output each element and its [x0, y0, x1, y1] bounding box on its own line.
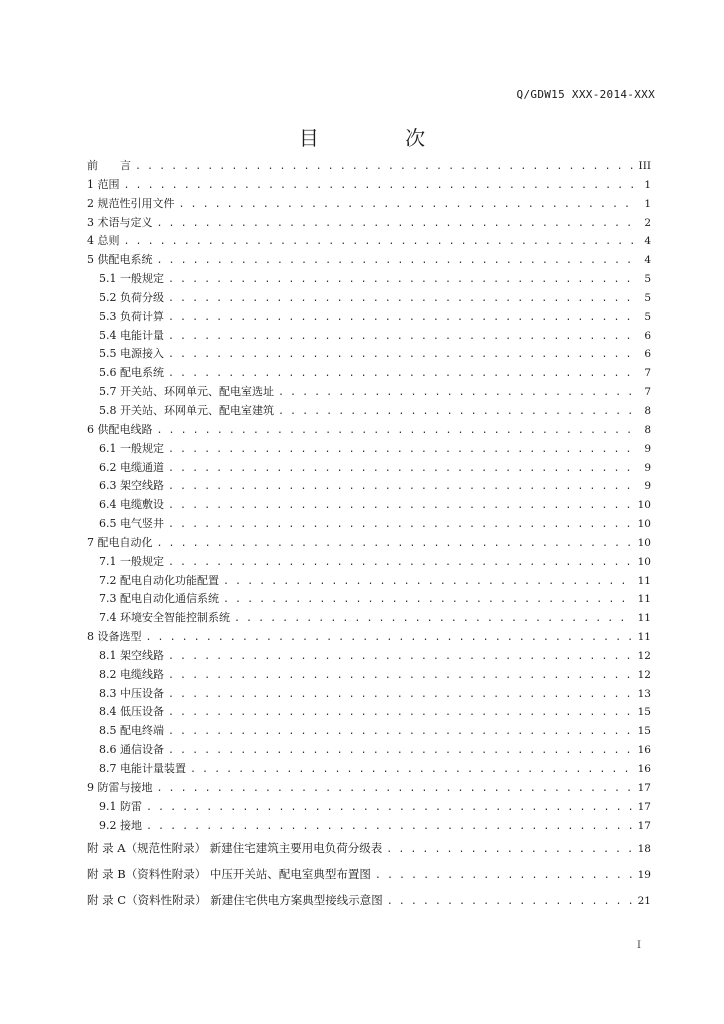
toc-leader-dots — [135, 158, 633, 176]
toc-entry-page: 12 — [637, 649, 651, 662]
toc-leader-dots — [168, 497, 633, 515]
toc-leader-dots — [146, 818, 633, 836]
toc-entry-label: 7 配电自动化 — [87, 535, 153, 549]
toc-entry[interactable] — [87, 741, 651, 760]
toc-leader-dots — [124, 233, 634, 251]
toc-entry-page: 13 — [637, 687, 651, 700]
toc-leader-dots — [168, 460, 633, 478]
toc-entry-label: 6.2 电缆通道 — [99, 460, 164, 474]
toc-leader-dots — [223, 591, 633, 609]
toc-entry-page: 9 — [644, 442, 651, 455]
toc-entry[interactable] — [87, 703, 651, 722]
toc-entry-label: 9.2 接地 — [99, 818, 142, 832]
toc-leader-dots — [168, 478, 633, 496]
toc-entry-page: 12 — [637, 668, 651, 681]
toc-entry-page: 7 — [644, 367, 651, 380]
toc-entry-label: 8.6 通信设备 — [99, 743, 164, 757]
toc-entry[interactable] — [87, 534, 651, 553]
toc-entry-page: 9 — [644, 461, 651, 474]
toc-leader-dots — [146, 629, 634, 647]
toc-entry[interactable] — [87, 817, 651, 836]
toc-entry[interactable] — [87, 214, 651, 233]
toc-leader-dots — [168, 704, 633, 722]
toc-leader-dots — [278, 384, 633, 402]
toc-entry[interactable] — [87, 459, 651, 478]
toc-entry[interactable] — [87, 176, 651, 195]
page-title: 目 次 — [298, 126, 466, 150]
toc-leader-dots — [375, 863, 633, 887]
toc-entry-label: 前 言 — [87, 159, 131, 172]
toc-entry-label: 附 录 C（资料性附录） 新建住宅供电方案典型接线示意图 — [87, 893, 383, 908]
toc-entry-page: 16 — [637, 763, 651, 775]
toc-leader-dots — [168, 328, 633, 346]
toc-entry[interactable] — [87, 647, 651, 666]
toc-leader-dots — [278, 403, 633, 421]
toc-entry-page: 5 — [644, 310, 651, 323]
toc-entry[interactable] — [87, 779, 651, 798]
toc-entry-page: 2 — [644, 216, 651, 229]
toc-entry-label: 7.3 配电自动化通信系统 — [99, 592, 219, 606]
toc-entry[interactable] — [87, 496, 651, 515]
toc-entry-page: 9 — [644, 480, 651, 493]
toc-entry-page: 17 — [637, 819, 651, 832]
toc-entry-page: 19 — [637, 869, 651, 882]
toc-entry-page: 11 — [637, 593, 651, 606]
toc-leader-dots — [168, 516, 633, 534]
toc-leader-dots — [168, 365, 633, 383]
toc-entry[interactable] — [87, 798, 651, 817]
toc-entry[interactable] — [87, 887, 651, 913]
toc-leader-dots — [168, 346, 633, 364]
toc-leader-dots — [168, 648, 633, 666]
toc-leader-dots — [168, 309, 633, 327]
toc-leader-dots — [168, 290, 633, 308]
toc-entry[interactable] — [87, 628, 651, 647]
toc-leader-dots — [179, 196, 634, 214]
toc-entry[interactable] — [87, 666, 651, 685]
toc-entry-label: 5 供配电系统 — [87, 253, 153, 267]
toc-entry-page: 8 — [644, 404, 651, 417]
toc-entry-label: 8.3 中压设备 — [99, 686, 164, 700]
toc-entry-label: 5.3 负荷计算 — [99, 309, 164, 323]
toc-entry-label: 5.6 配电系统 — [99, 366, 164, 380]
toc-entry[interactable] — [87, 861, 651, 887]
toc-entry-page: 7 — [644, 386, 651, 399]
document-code: Q/GDW15 XXX-2014-XXX — [516, 88, 655, 101]
toc-entry-page: 17 — [637, 781, 651, 794]
toc-entry-label: 8.5 配电终端 — [99, 724, 164, 738]
toc-entry-label: 8.2 电缆线路 — [99, 667, 164, 681]
toc-entry-page: 18 — [637, 843, 651, 856]
toc-entry-page: 1 — [644, 197, 651, 210]
toc-entry[interactable] — [87, 590, 651, 609]
toc-entry-page: 4 — [644, 235, 651, 248]
toc-entry-label: 9.1 防雷 — [99, 799, 142, 813]
toc-entry[interactable] — [87, 270, 651, 289]
toc-entry-page: 10 — [637, 499, 651, 512]
toc-entry-page: 4 — [644, 254, 651, 267]
toc-entry-page: 6 — [644, 329, 651, 342]
toc-entry-label: 6.4 电缆敷设 — [99, 498, 164, 512]
toc-entry-page: 1 — [644, 178, 651, 191]
toc-entry-label: 5.1 一般规定 — [99, 272, 164, 286]
toc-entry[interactable] — [87, 251, 651, 270]
toc-entry-label: 8.7 电能计量装置 — [99, 762, 186, 775]
toc-entry-label: 5.4 电能计量 — [99, 328, 164, 342]
toc-leader-dots — [168, 271, 633, 289]
toc-leader-dots — [157, 252, 634, 270]
toc-entry-page: 10 — [637, 518, 651, 531]
toc-entry-page: 5 — [644, 291, 651, 304]
toc-entry[interactable] — [87, 760, 651, 779]
toc-entry-label: 8 设备选型 — [87, 630, 142, 644]
toc-entry[interactable] — [87, 383, 651, 402]
toc-entry-page: 21 — [637, 895, 651, 908]
toc-leader-dots — [168, 441, 633, 459]
toc-entry-label: 7.2 配电自动化功能配置 — [99, 573, 219, 587]
toc-leader-dots — [386, 837, 633, 861]
toc-entry-label: 6 供配电线路 — [87, 422, 153, 436]
toc-entry-label: 6.1 一般规定 — [99, 441, 164, 455]
toc-entry-label: 3 术语与定义 — [87, 215, 153, 229]
toc-leader-dots — [168, 723, 633, 741]
toc-entry[interactable] — [87, 289, 651, 308]
toc-entry[interactable] — [87, 345, 651, 364]
toc-entry-page: 15 — [637, 725, 651, 738]
toc-entry-label: 5.8 开关站、环网单元、配电室建筑 — [99, 403, 274, 417]
toc-entry-label: 8.1 架空线路 — [99, 648, 164, 662]
toc-entry-page: 5 — [644, 273, 651, 286]
toc-leader-dots — [157, 422, 634, 440]
toc-entry[interactable] — [87, 477, 651, 496]
toc-entry-label: 6.5 电气竖井 — [99, 517, 164, 531]
toc-entry-label: 5.7 开关站、环网单元、配电室选址 — [99, 385, 274, 399]
toc-leader-dots — [168, 667, 633, 685]
toc-entry[interactable] — [87, 440, 651, 459]
toc-entry-page: 16 — [637, 744, 651, 757]
toc-leader-dots — [234, 610, 633, 628]
toc-entry[interactable] — [87, 685, 651, 704]
toc-entry[interactable] — [87, 308, 651, 327]
toc-leader-dots — [157, 780, 634, 798]
toc-entry[interactable] — [87, 421, 651, 440]
toc-entry[interactable] — [87, 195, 651, 214]
toc-leader-dots — [223, 573, 633, 591]
toc-entry-label: 1 范围 — [87, 177, 120, 191]
toc-entry[interactable] — [87, 722, 651, 741]
toc-leader-dots — [190, 761, 633, 779]
toc-leader-dots — [124, 177, 634, 195]
toc-entry-label: 8.4 低压设备 — [99, 705, 164, 719]
toc-leader-dots — [157, 215, 634, 233]
toc-entry[interactable] — [87, 572, 651, 591]
toc-entry[interactable] — [87, 157, 651, 176]
toc-entry[interactable] — [87, 232, 651, 251]
toc-entry-label: 2 规范性引用文件 — [87, 196, 175, 210]
toc-entry-label: 9 防雷与接地 — [87, 780, 153, 794]
toc-leader-dots — [168, 742, 633, 760]
toc-entry-page: 8 — [644, 423, 651, 436]
toc-entry[interactable] — [87, 835, 651, 861]
table-of-contents — [87, 157, 651, 913]
toc-leader-dots — [146, 799, 633, 817]
toc-entry-label: 5.5 电源接入 — [99, 347, 164, 361]
toc-entry-page: III — [638, 160, 651, 172]
page-number: I — [637, 940, 641, 951]
toc-leader-dots — [387, 889, 633, 913]
toc-leader-dots — [168, 554, 633, 572]
toc-entry-label: 7.1 一般规定 — [99, 554, 164, 568]
toc-entry-page: 11 — [637, 574, 651, 587]
toc-entry-label: 附 录 B（资料性附录） 中压开关站、配电室典型布置图 — [87, 867, 371, 882]
toc-entry-label: 7.4 环境安全智能控制系统 — [99, 611, 230, 625]
toc-entry[interactable] — [87, 327, 651, 346]
toc-entry[interactable] — [87, 609, 651, 628]
toc-leader-dots — [157, 535, 634, 553]
toc-entry-label: 6.3 架空线路 — [99, 479, 164, 493]
toc-entry-label: 附 录 A（规范性附录） 新建住宅建筑主要用电负荷分级表 — [87, 841, 383, 856]
toc-leader-dots — [168, 686, 633, 704]
toc-entry-page: 15 — [637, 706, 651, 719]
toc-entry[interactable] — [87, 553, 651, 572]
toc-entry-page: 10 — [637, 536, 651, 549]
toc-entry-label: 4 总则 — [87, 234, 120, 248]
toc-entry[interactable] — [87, 402, 651, 421]
toc-entry-page: 6 — [644, 348, 651, 361]
toc-entry[interactable] — [87, 515, 651, 534]
toc-entry[interactable] — [87, 364, 651, 383]
toc-entry-page: 11 — [637, 631, 651, 644]
toc-entry-page: 10 — [637, 555, 651, 568]
toc-entry-page: 17 — [637, 800, 651, 813]
toc-entry-page: 11 — [637, 612, 651, 625]
toc-entry-label: 5.2 负荷分级 — [99, 290, 164, 304]
